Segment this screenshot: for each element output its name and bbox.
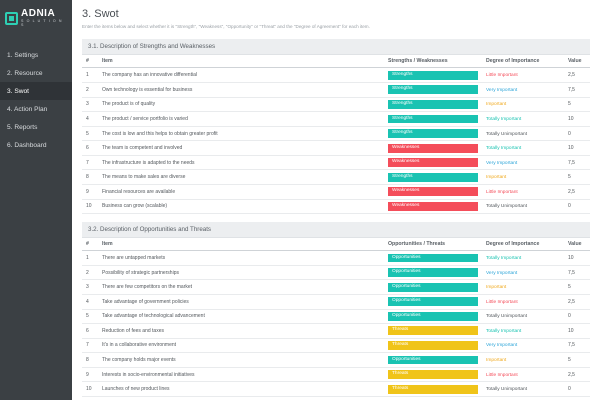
category-badge[interactable]: Opportunities [388, 254, 478, 263]
column-header-item: Item [98, 55, 384, 68]
degree-cell[interactable] [482, 353, 564, 368]
table-row[interactable] [82, 170, 590, 185]
value-cell: 2,5 [564, 367, 590, 382]
category-cell[interactable] [384, 294, 482, 309]
category-badge[interactable]: Strengths [388, 71, 478, 80]
category-badge[interactable]: Threats [388, 370, 478, 379]
degree-cell[interactable] [482, 324, 564, 339]
category-badge[interactable]: Weaknesses [388, 144, 478, 153]
item-cell[interactable]: The team is competent and involved [98, 141, 384, 156]
value-cell: 0 [564, 199, 590, 214]
brand-text [21, 9, 67, 27]
column-header-degree: Degree of Importance [482, 55, 564, 68]
item-cell[interactable]: The company has an innovative differential [98, 68, 384, 83]
degree-cell[interactable] [482, 155, 564, 170]
degree-cell[interactable] [482, 170, 564, 185]
value-cell: 5 [564, 280, 590, 295]
sidebar-item-settings[interactable]: 1. Settings [7, 51, 39, 59]
table-row[interactable] [82, 155, 590, 170]
row-number: 2 [82, 83, 98, 98]
main-content [72, 0, 600, 400]
value-cell: 0 [564, 126, 590, 141]
brand-name: ADNIA [21, 7, 56, 19]
category-cell[interactable] [384, 112, 482, 127]
column-header-number: # [82, 238, 98, 251]
item-cell[interactable]: Business can grow (scalable) [98, 199, 384, 214]
category-cell[interactable] [384, 185, 482, 200]
row-number: 6 [82, 141, 98, 156]
category-badge[interactable]: Strengths [388, 85, 478, 94]
item-cell[interactable]: The product is of quality [98, 97, 384, 112]
table-body-0 [82, 68, 590, 214]
table-row[interactable] [82, 185, 590, 200]
category-cell[interactable] [384, 338, 482, 353]
degree-cell[interactable] [482, 251, 564, 266]
section-opportunities-threats [82, 222, 590, 397]
row-number: 5 [82, 309, 98, 324]
value-cell: 2,5 [564, 68, 590, 83]
table-row[interactable] [82, 141, 590, 156]
category-cell[interactable] [384, 265, 482, 280]
value-cell: 10 [564, 251, 590, 266]
value-cell: 2,5 [564, 185, 590, 200]
item-cell[interactable]: There are untapped markets [98, 251, 384, 266]
degree-label: Important [486, 358, 507, 364]
degree-label: Very Important [486, 343, 518, 349]
swot-table-opportunities-threats [82, 238, 590, 397]
category-cell[interactable] [384, 83, 482, 98]
category-badge[interactable]: Weaknesses [388, 158, 478, 167]
category-badge[interactable]: Threats [388, 385, 478, 394]
row-number: 8 [82, 353, 98, 368]
category-cell[interactable] [384, 367, 482, 382]
degree-cell[interactable] [482, 112, 564, 127]
table-row[interactable] [82, 265, 590, 280]
category-cell[interactable] [384, 97, 482, 112]
degree-label: Totally Unimportant [486, 387, 528, 393]
row-number: 1 [82, 68, 98, 83]
degree-label: Important [486, 285, 507, 291]
row-number: 8 [82, 170, 98, 185]
value-cell: 10 [564, 112, 590, 127]
table-row[interactable] [82, 112, 590, 127]
section-strengths-weaknesses [82, 39, 590, 214]
category-badge[interactable]: Opportunities [388, 297, 478, 306]
table-row[interactable] [82, 126, 590, 141]
degree-cell[interactable] [482, 294, 564, 309]
category-badge[interactable]: Strengths [388, 173, 478, 182]
degree-label: Very Important [486, 87, 518, 93]
sidebar-item-resource[interactable]: 2. Resource [7, 69, 43, 77]
row-number: 3 [82, 280, 98, 295]
category-cell[interactable] [384, 280, 482, 295]
table-body-1 [82, 251, 590, 397]
degree-cell[interactable] [482, 382, 564, 397]
category-cell[interactable] [384, 309, 482, 324]
item-cell[interactable]: It's in a collaborative environment [98, 338, 384, 353]
table-header-row [82, 238, 590, 251]
category-badge[interactable]: Strengths [388, 129, 478, 138]
value-cell: 10 [564, 141, 590, 156]
item-cell[interactable]: Interests in socio-environmental initiatives [98, 367, 384, 382]
table-row[interactable] [82, 251, 590, 266]
sidebar-item-action-plan[interactable]: 4. Action Plan [7, 105, 48, 113]
table-row[interactable] [82, 382, 590, 397]
table-row[interactable] [82, 367, 590, 382]
degree-cell[interactable] [482, 280, 564, 295]
page-title: 3. Swot [82, 8, 119, 20]
row-number: 2 [82, 265, 98, 280]
column-header-item: Item [98, 238, 384, 251]
value-cell: 0 [564, 382, 590, 397]
category-cell[interactable] [384, 141, 482, 156]
degree-cell[interactable] [482, 199, 564, 214]
value-cell: 10 [564, 324, 590, 339]
value-cell: 7,5 [564, 155, 590, 170]
column-header-value: Value [564, 238, 590, 251]
category-badge[interactable]: Strengths [388, 115, 478, 124]
degree-label: Totally Important [486, 255, 522, 261]
value-cell: 7,5 [564, 338, 590, 353]
item-cell[interactable]: Possibility of strategic partnerships [98, 265, 384, 280]
degree-label: Totally Unimportant [486, 131, 528, 137]
item-cell[interactable]: The company holds major events [98, 353, 384, 368]
category-badge[interactable]: Opportunities [388, 283, 478, 292]
degree-label: Totally Unimportant [486, 314, 528, 320]
degree-label: Important [486, 175, 507, 181]
table-row[interactable] [82, 324, 590, 339]
degree-label: Little Important [486, 73, 518, 79]
degree-label: Totally Important [486, 328, 522, 334]
row-number: 3 [82, 97, 98, 112]
category-badge[interactable]: Weaknesses [388, 202, 478, 211]
category-cell[interactable] [384, 155, 482, 170]
row-number: 1 [82, 251, 98, 266]
degree-cell[interactable] [482, 338, 564, 353]
degree-cell[interactable] [482, 97, 564, 112]
degree-cell[interactable] [482, 141, 564, 156]
category-badge[interactable]: Opportunities [388, 312, 478, 321]
row-number: 7 [82, 338, 98, 353]
row-number: 4 [82, 294, 98, 309]
row-number: 4 [82, 112, 98, 127]
degree-label: Very Important [486, 160, 518, 166]
degree-cell[interactable] [482, 309, 564, 324]
item-cell[interactable]: The infrastructure is adapted to the needs [98, 155, 384, 170]
item-cell[interactable]: The means to make sales are diverse [98, 170, 384, 185]
table-header-row [82, 55, 590, 68]
row-number: 10 [82, 382, 98, 397]
degree-cell[interactable] [482, 126, 564, 141]
column-header-value: Value [564, 55, 590, 68]
value-cell: 7,5 [564, 83, 590, 98]
table-row[interactable] [82, 68, 590, 83]
row-number: 6 [82, 324, 98, 339]
degree-label: Very Important [486, 270, 518, 276]
value-cell: 5 [564, 170, 590, 185]
page-subtitle: Enter the items below and select whether it is "Strength", "Weakness", "Opportunity" or "Threat" and the "Degree of Agreement" for each item. [82, 24, 370, 29]
column-header-category: Opportunities / Threats [384, 238, 482, 251]
value-cell: 5 [564, 353, 590, 368]
value-cell: 2,5 [564, 294, 590, 309]
category-cell[interactable] [384, 199, 482, 214]
category-badge[interactable]: Strengths [388, 100, 478, 109]
table-row[interactable] [82, 199, 590, 214]
degree-label: Little Important [486, 372, 518, 378]
degree-label: Totally Important [486, 146, 522, 152]
table-row[interactable] [82, 353, 590, 368]
value-cell: 0 [564, 309, 590, 324]
brand-logo [0, 0, 72, 34]
column-header-number: # [82, 55, 98, 68]
item-cell[interactable]: Own technology is essential for business [98, 83, 384, 98]
table-row[interactable] [82, 309, 590, 324]
item-cell[interactable]: Launches of new product lines [98, 382, 384, 397]
category-badge[interactable]: Opportunities [388, 356, 478, 365]
table-row[interactable] [82, 294, 590, 309]
category-badge[interactable]: Threats [388, 326, 478, 335]
row-number: 10 [82, 199, 98, 214]
table-row[interactable] [82, 83, 590, 98]
item-cell[interactable]: The cost is low and this helps to obtain greater profit [98, 126, 384, 141]
column-header-degree: Degree of Importance [482, 238, 564, 251]
row-number: 5 [82, 126, 98, 141]
section-heading: 3.1. Description of Strengths and Weaknesses [82, 39, 590, 55]
category-cell[interactable] [384, 68, 482, 83]
item-cell[interactable]: Take advantage of technological advancement [98, 309, 384, 324]
sidebar-item-reports[interactable]: 5. Reports [7, 123, 38, 131]
sidebar-nav [0, 46, 72, 154]
brand-subtitle: S O L U T I O N S [21, 18, 63, 27]
sidebar-item-swot[interactable]: 3. Swot [0, 82, 72, 100]
category-cell[interactable] [384, 353, 482, 368]
value-cell: 7,5 [564, 265, 590, 280]
table-row[interactable] [82, 338, 590, 353]
item-cell[interactable]: Take advantage of government policies [98, 294, 384, 309]
item-cell[interactable]: There are few competitors on the market [98, 280, 384, 295]
section-heading: 3.2. Description of Opportunities and Threats [82, 222, 590, 238]
sidebar [0, 0, 72, 400]
table-row[interactable] [82, 97, 590, 112]
degree-label: Important [486, 102, 507, 108]
degree-label: Totally Important [486, 116, 522, 122]
column-header-category: Strengths / Weaknesses [384, 55, 482, 68]
degree-cell[interactable] [482, 367, 564, 382]
degree-label: Little Important [486, 189, 518, 195]
item-cell[interactable]: Financial resources are available [98, 185, 384, 200]
category-badge[interactable]: Opportunities [388, 268, 478, 277]
degree-cell[interactable] [482, 83, 564, 98]
degree-cell[interactable] [482, 265, 564, 280]
category-badge[interactable]: Weaknesses [388, 187, 478, 196]
category-cell[interactable] [384, 170, 482, 185]
sidebar-item-dashboard[interactable]: 6. Dashboard [7, 141, 47, 149]
category-cell[interactable] [384, 251, 482, 266]
row-number: 9 [82, 185, 98, 200]
table-row[interactable] [82, 280, 590, 295]
row-number: 9 [82, 367, 98, 382]
category-badge[interactable]: Threats [388, 341, 478, 350]
category-cell[interactable] [384, 324, 482, 339]
degree-cell[interactable] [482, 68, 564, 83]
item-cell[interactable]: The product / service portfolio is varied [98, 112, 384, 127]
value-cell: 5 [564, 97, 590, 112]
degree-label: Little Important [486, 299, 518, 305]
degree-label: Totally Unimportant [486, 204, 528, 210]
logo-icon [5, 12, 18, 25]
category-cell[interactable] [384, 126, 482, 141]
row-number: 7 [82, 155, 98, 170]
item-cell[interactable]: Reduction of fees and taxes [98, 324, 384, 339]
degree-cell[interactable] [482, 185, 564, 200]
swot-table-strengths-weaknesses [82, 55, 590, 214]
category-cell[interactable] [384, 382, 482, 397]
